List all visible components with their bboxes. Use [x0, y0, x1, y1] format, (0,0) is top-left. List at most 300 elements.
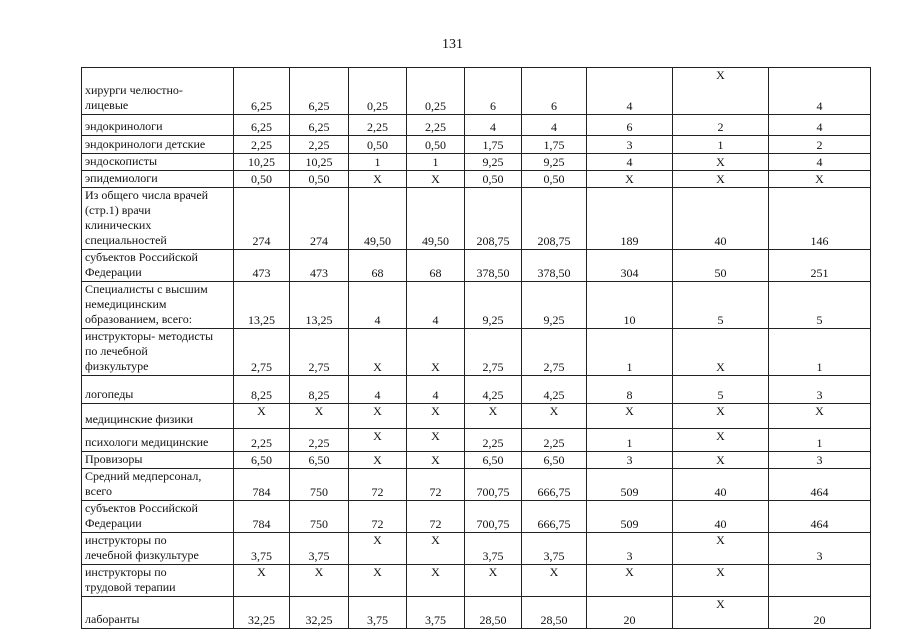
- table-cell: [465, 154, 522, 171]
- cell-value: 9,25: [482, 155, 504, 169]
- table-cell: [349, 404, 407, 429]
- cell-value: 2,25: [308, 138, 330, 152]
- table-cell: [673, 376, 769, 404]
- table-cell: [673, 250, 769, 282]
- table-cell: [234, 154, 290, 171]
- table-row: [82, 376, 871, 404]
- table-cell: [290, 171, 349, 188]
- cell-value: 2,25: [251, 436, 272, 450]
- cell-value: 72: [371, 517, 384, 531]
- cell-value: 6: [490, 99, 496, 113]
- cell-value: 784: [252, 485, 271, 499]
- cell-value: 4: [490, 120, 496, 134]
- cell-value: 40: [714, 485, 727, 499]
- table-body: [82, 68, 871, 629]
- table-cell: [587, 376, 673, 404]
- table-cell: [522, 282, 587, 329]
- table-cell: [290, 376, 349, 404]
- table-cell: [234, 533, 290, 565]
- cell-value: 251: [810, 266, 829, 280]
- table-cell: [349, 597, 407, 629]
- row-label: Средний медперсонал, всего: [82, 469, 234, 501]
- table-cell: [407, 429, 465, 452]
- table-cell: [465, 171, 522, 188]
- cell-value: 28,50: [479, 613, 507, 627]
- table-cell: [769, 329, 871, 376]
- table-cell: [407, 501, 465, 533]
- cell-top-mark: X: [431, 404, 440, 418]
- cell-value: 2,25: [482, 436, 504, 450]
- cell-value: 509: [620, 517, 639, 531]
- cell-value: 0,25: [425, 99, 446, 113]
- cell-value: 10: [623, 313, 636, 327]
- table-cell: [234, 501, 290, 533]
- table-cell: [349, 115, 407, 136]
- cell-value: 0,50: [367, 138, 388, 152]
- cell-value: 6,50: [482, 453, 504, 467]
- cell-value: 666,75: [537, 517, 571, 531]
- cell-value: 208,75: [476, 234, 510, 248]
- table-cell: [522, 469, 587, 501]
- cell-top-mark: X: [257, 404, 266, 418]
- table-cell: [290, 136, 349, 154]
- cell-value: 2,25: [367, 120, 388, 134]
- cell-top-mark: X: [549, 565, 559, 579]
- cell-value: 5: [717, 388, 724, 402]
- cell-value: 6,25: [251, 120, 272, 134]
- table-row: [82, 533, 871, 565]
- table-cell: [290, 429, 349, 452]
- table-cell: [673, 171, 769, 188]
- table-cell: [522, 533, 587, 565]
- table-cell: [769, 404, 871, 429]
- table-cell: [673, 452, 769, 469]
- table-cell: [522, 597, 587, 629]
- table-cell: [465, 188, 522, 250]
- cell-value: 2,75: [482, 360, 504, 374]
- table-cell: [234, 452, 290, 469]
- cell-value: 3: [626, 549, 633, 563]
- cell-value: 2,75: [543, 360, 565, 374]
- table-row: [82, 429, 871, 452]
- table-cell: [407, 250, 465, 282]
- table-cell: [522, 115, 587, 136]
- table-cell: [234, 329, 290, 376]
- row-label: эндоскописты: [82, 154, 234, 171]
- cell-value: 4: [432, 313, 439, 327]
- table-cell: [349, 171, 407, 188]
- cell-top-mark: X: [716, 597, 725, 611]
- table-cell: [465, 376, 522, 404]
- cell-value: 3: [626, 453, 633, 467]
- table-cell: [673, 188, 769, 250]
- table-cell: [587, 404, 673, 429]
- table-cell: [587, 565, 673, 597]
- table-cell: [407, 136, 465, 154]
- table-cell: [234, 188, 290, 250]
- cell-value: 378,50: [476, 266, 510, 280]
- cell-value: X: [431, 172, 440, 186]
- cell-value: 6: [551, 99, 557, 113]
- table-cell: [522, 250, 587, 282]
- table-row: [82, 154, 871, 171]
- cell-value: 4: [626, 155, 633, 169]
- table-cell: [769, 597, 871, 629]
- table-cell: [769, 282, 871, 329]
- table-cell: [587, 68, 673, 115]
- cell-value: 10,25: [305, 155, 333, 169]
- row-label: инструкторы по трудовой терапии: [82, 565, 234, 597]
- table-cell: [234, 469, 290, 501]
- table-cell: [234, 565, 290, 597]
- table-cell: [407, 171, 465, 188]
- cell-top-mark: X: [314, 404, 324, 418]
- table-cell: [234, 376, 290, 404]
- cell-value: X: [373, 172, 382, 186]
- table-cell: [769, 501, 871, 533]
- row-label: субъектов Российской Федерации: [82, 250, 234, 282]
- cell-value: 4: [374, 313, 381, 327]
- table-cell: [465, 282, 522, 329]
- table-cell: [522, 452, 587, 469]
- table-cell: [769, 469, 871, 501]
- cell-value: 5: [816, 313, 823, 327]
- cell-value: 0,50: [543, 172, 565, 186]
- table-row: [82, 329, 871, 376]
- cell-top-mark: X: [373, 533, 382, 547]
- cell-value: 784: [252, 517, 271, 531]
- cell-top-mark: X: [314, 565, 324, 579]
- table-cell: [349, 68, 407, 115]
- cell-top-mark: X: [431, 533, 440, 547]
- cell-value: 3: [816, 388, 823, 402]
- cell-top-mark: X: [373, 429, 382, 443]
- table-cell: [234, 171, 290, 188]
- cell-value: X: [716, 155, 725, 169]
- cell-value: 8,25: [251, 388, 272, 402]
- cell-value: 3: [626, 138, 633, 152]
- cell-value: X: [625, 172, 634, 186]
- table-cell: [673, 115, 769, 136]
- cell-value: 2: [816, 138, 823, 152]
- table-cell: [769, 250, 871, 282]
- cell-value: 2,25: [543, 436, 565, 450]
- table-cell: [587, 250, 673, 282]
- cell-value: 3: [816, 549, 823, 563]
- table-cell: [290, 250, 349, 282]
- cell-value: 4: [432, 388, 439, 402]
- cell-top-mark: X: [431, 565, 440, 579]
- table-cell: [407, 154, 465, 171]
- table-row: [82, 250, 871, 282]
- cell-value: X: [431, 360, 440, 374]
- table-cell: [522, 329, 587, 376]
- table-cell: [673, 404, 769, 429]
- cell-value: 32,25: [305, 613, 333, 627]
- cell-value: 32,25: [248, 613, 275, 627]
- table-cell: [769, 533, 871, 565]
- cell-value: 40: [714, 517, 727, 531]
- cell-value: 2,25: [251, 138, 272, 152]
- cell-top-mark: X: [716, 68, 725, 82]
- cell-value: 6: [626, 120, 633, 134]
- table-cell: [349, 282, 407, 329]
- cell-value: 9,25: [482, 313, 504, 327]
- cell-value: 8,25: [308, 388, 330, 402]
- cell-value: 700,75: [476, 517, 510, 531]
- table-cell: [290, 68, 349, 115]
- row-label: лаборанты: [82, 597, 234, 629]
- cell-value: 378,50: [537, 266, 571, 280]
- table-cell: [769, 68, 871, 115]
- table-cell: [769, 429, 871, 452]
- cell-value: 666,75: [537, 485, 571, 499]
- table-row: [82, 501, 871, 533]
- table-cell: [587, 136, 673, 154]
- row-label: инструкторы по лечебной физкультуре: [82, 533, 234, 565]
- cell-value: 3,75: [308, 549, 330, 563]
- cell-value: X: [716, 453, 725, 467]
- table-row: [82, 282, 871, 329]
- table-cell: [769, 565, 871, 597]
- table-row: [82, 597, 871, 629]
- table-cell: [407, 376, 465, 404]
- table-row: [82, 565, 871, 597]
- cell-value: 1: [717, 138, 724, 152]
- table-cell: [349, 452, 407, 469]
- cell-value: 3,75: [367, 613, 388, 627]
- table-cell: [673, 565, 769, 597]
- table-cell: [673, 329, 769, 376]
- cell-top-mark: X: [716, 565, 725, 579]
- cell-top-mark: X: [257, 565, 266, 579]
- cell-value: 274: [310, 234, 328, 248]
- cell-value: 1: [626, 436, 633, 450]
- row-label: медицинские физики: [82, 404, 234, 429]
- cell-value: 2,25: [308, 436, 330, 450]
- table-cell: [465, 533, 522, 565]
- table-cell: [290, 188, 349, 250]
- table-cell: [587, 329, 673, 376]
- table-cell: [290, 469, 349, 501]
- table-cell: [234, 136, 290, 154]
- cell-value: 2: [717, 120, 724, 134]
- row-label: психологи медицинские: [82, 429, 234, 452]
- table-cell: [522, 188, 587, 250]
- table-cell: [349, 329, 407, 376]
- table-cell: [522, 136, 587, 154]
- cell-value: 4: [551, 120, 557, 134]
- table-cell: [673, 429, 769, 452]
- cell-top-mark: X: [716, 429, 725, 443]
- table-cell: [587, 429, 673, 452]
- cell-value: X: [373, 360, 382, 374]
- table-cell: [465, 68, 522, 115]
- cell-value: X: [716, 172, 725, 186]
- cell-top-mark: X: [625, 404, 634, 418]
- table-cell: [290, 533, 349, 565]
- cell-value: 72: [429, 485, 442, 499]
- table-cell: [349, 469, 407, 501]
- page-number: 131: [442, 37, 463, 52]
- cell-value: 464: [810, 517, 829, 531]
- cell-value: 700,75: [476, 485, 510, 499]
- table-cell: [587, 171, 673, 188]
- table-cell: [290, 329, 349, 376]
- table-cell: [673, 597, 769, 629]
- row-label: инструкторы- методисты по лечебной физкультуре: [82, 329, 234, 376]
- cell-value: 0,50: [425, 138, 446, 152]
- table-cell: [673, 469, 769, 501]
- table-row: [82, 171, 871, 188]
- cell-value: 2,75: [308, 360, 330, 374]
- table-cell: [290, 501, 349, 533]
- cell-value: 68: [429, 266, 442, 280]
- table-cell: [522, 154, 587, 171]
- cell-top-mark: X: [373, 565, 382, 579]
- cell-value: 6,50: [251, 453, 272, 467]
- table-cell: [407, 188, 465, 250]
- table-cell: [349, 250, 407, 282]
- table-cell: [407, 115, 465, 136]
- cell-value: 1: [374, 155, 381, 169]
- cell-value: 68: [371, 266, 384, 280]
- cell-value: 13,25: [248, 313, 275, 327]
- table-cell: [349, 136, 407, 154]
- table-cell: [234, 250, 290, 282]
- table-row: [82, 115, 871, 136]
- table-cell: [522, 68, 587, 115]
- table-cell: [349, 501, 407, 533]
- cell-top-mark: X: [716, 404, 725, 418]
- table-cell: [769, 452, 871, 469]
- table-cell: [769, 171, 871, 188]
- cell-value: 3,75: [543, 549, 565, 563]
- cell-value: X: [815, 172, 824, 186]
- cell-value: 5: [717, 313, 724, 327]
- cell-value: 189: [620, 234, 639, 248]
- cell-value: 0,50: [251, 172, 272, 186]
- cell-value: 49,50: [422, 234, 449, 248]
- table-cell: [349, 565, 407, 597]
- table-cell: [465, 452, 522, 469]
- cell-value: X: [373, 453, 382, 467]
- table-cell: [290, 565, 349, 597]
- table-cell: [465, 597, 522, 629]
- table-cell: [673, 136, 769, 154]
- table-cell: [290, 154, 349, 171]
- table-cell: [349, 533, 407, 565]
- cell-value: 10,25: [248, 155, 275, 169]
- cell-value: 6,50: [543, 453, 565, 467]
- cell-value: 2,25: [425, 120, 446, 134]
- row-label: эндокринологи: [82, 115, 234, 136]
- cell-value: 9,25: [543, 313, 565, 327]
- table-cell: [587, 188, 673, 250]
- table-cell: [587, 469, 673, 501]
- table-cell: [407, 452, 465, 469]
- table-cell: [587, 282, 673, 329]
- cell-value: 13,25: [305, 313, 333, 327]
- table-row: [82, 136, 871, 154]
- table-cell: [522, 404, 587, 429]
- table-cell: [769, 115, 871, 136]
- row-label: эндокринологи детские: [82, 136, 234, 154]
- cell-value: 146: [810, 234, 829, 248]
- cell-value: 208,75: [537, 234, 571, 248]
- cell-value: 6,50: [308, 453, 330, 467]
- cell-value: 1: [432, 155, 439, 169]
- cell-value: 473: [252, 266, 271, 280]
- cell-value: 8: [626, 388, 633, 402]
- table-cell: [587, 154, 673, 171]
- table-cell: [349, 154, 407, 171]
- cell-value: 4,25: [482, 388, 504, 402]
- row-label: Из общего числа врачей (стр.1) врачи клинических специальностей: [82, 188, 234, 250]
- cell-value: X: [716, 360, 725, 374]
- cell-value: 750: [310, 485, 328, 499]
- cell-top-mark: X: [549, 404, 559, 418]
- table-cell: [234, 404, 290, 429]
- cell-value: 4: [626, 99, 633, 113]
- cell-value: 72: [429, 517, 442, 531]
- table-cell: [290, 597, 349, 629]
- table-cell: [587, 452, 673, 469]
- row-label: логопеды: [82, 376, 234, 404]
- table-row: [82, 469, 871, 501]
- cell-value: 4: [374, 388, 381, 402]
- cell-top-mark: X: [815, 404, 824, 418]
- cell-value: 750: [310, 517, 328, 531]
- table-cell: [673, 154, 769, 171]
- cell-top-mark: X: [488, 565, 498, 579]
- table-cell: [234, 597, 290, 629]
- cell-value: 0,50: [482, 172, 504, 186]
- table-cell: [769, 136, 871, 154]
- table-cell: [407, 329, 465, 376]
- cell-value: 6,25: [251, 99, 272, 113]
- cell-value: 4,25: [543, 388, 565, 402]
- cell-value: 28,50: [540, 613, 568, 627]
- cell-value: 3,75: [425, 613, 446, 627]
- table-cell: [349, 376, 407, 404]
- cell-value: 9,25: [543, 155, 565, 169]
- table-cell: [290, 115, 349, 136]
- table-cell: [290, 404, 349, 429]
- cell-value: X: [431, 453, 440, 467]
- cell-value: 473: [310, 266, 328, 280]
- cell-value: 3,75: [251, 549, 272, 563]
- table-cell: [522, 501, 587, 533]
- cell-value: 1,75: [543, 138, 565, 152]
- table-cell: [522, 171, 587, 188]
- cell-value: 464: [810, 485, 829, 499]
- row-label: Провизоры: [82, 452, 234, 469]
- table-cell: [407, 597, 465, 629]
- row-label: хирурги челюстно- лицевые: [82, 68, 234, 115]
- row-label: субъектов Российской Федерации: [82, 501, 234, 533]
- table-cell: [587, 597, 673, 629]
- table-cell: [673, 533, 769, 565]
- table-cell: [407, 404, 465, 429]
- cell-value: 20: [623, 613, 636, 627]
- table-cell: [407, 565, 465, 597]
- table-row: [82, 188, 871, 250]
- table-cell: [234, 429, 290, 452]
- cell-value: 4: [816, 99, 823, 113]
- cell-value: 50: [714, 266, 727, 280]
- table-cell: [465, 501, 522, 533]
